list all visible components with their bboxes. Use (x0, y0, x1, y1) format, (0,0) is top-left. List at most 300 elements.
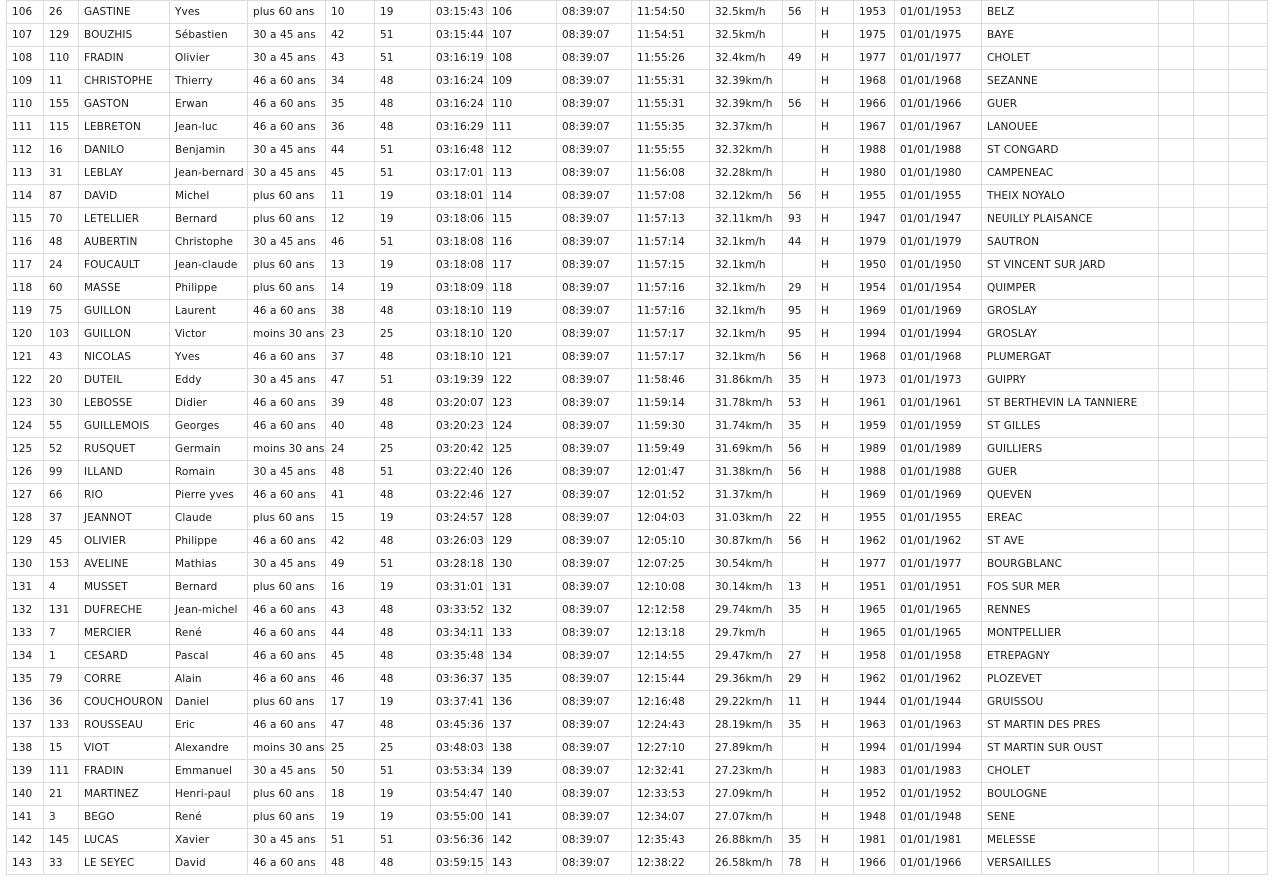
cell-sex: H (816, 208, 854, 231)
cell-rank: 119 (7, 300, 44, 323)
cell-speed: 31.69km/h (710, 438, 783, 461)
cell-start-time: 08:39:07 (557, 162, 632, 185)
cell-department (783, 116, 816, 139)
cell-finish-time: 11:54:50 (632, 1, 710, 24)
cell-category-rank: 17 (326, 691, 375, 714)
cell-first-name: Henri-paul (170, 783, 248, 806)
cell-finish-time: 11:57:17 (632, 323, 710, 346)
cell-category-rank: 48 (326, 461, 375, 484)
cell-race-time: 03:33:52 (431, 599, 487, 622)
cell-first-name: Romain (170, 461, 248, 484)
cell-sex: H (816, 415, 854, 438)
cell-category-rank: 10 (326, 1, 375, 24)
cell-extra-2 (1194, 300, 1229, 323)
cell-last-name: GUILLON (79, 323, 170, 346)
cell-race-time: 03:15:44 (431, 24, 487, 47)
cell-extra-3 (1229, 231, 1268, 254)
table-row (7, 530, 1268, 553)
cell-category: plus 60 ans (248, 254, 326, 277)
table-row (7, 254, 1268, 277)
cell-department: 56 (783, 93, 816, 116)
cell-extra-1 (1159, 139, 1194, 162)
table-row (7, 829, 1268, 852)
cell-first-name: Jean-michel (170, 599, 248, 622)
cell-overall-rank: 143 (487, 852, 557, 875)
cell-sex: H (816, 461, 854, 484)
cell-bib: 4 (44, 576, 79, 599)
cell-birth-year: 1994 (854, 737, 895, 760)
cell-first-name: Jean-luc (170, 116, 248, 139)
cell-finish-time: 11:55:35 (632, 116, 710, 139)
cell-category-total: 51 (375, 24, 431, 47)
cell-last-name: RUSQUET (79, 438, 170, 461)
cell-category: 30 a 45 ans (248, 760, 326, 783)
cell-extra-2 (1194, 323, 1229, 346)
cell-sex: H (816, 507, 854, 530)
cell-speed: 26.88km/h (710, 829, 783, 852)
cell-birth-date: 01/01/1973 (895, 369, 982, 392)
cell-category-total: 48 (375, 668, 431, 691)
cell-start-time: 08:39:07 (557, 553, 632, 576)
cell-rank: 142 (7, 829, 44, 852)
cell-bib: 43 (44, 346, 79, 369)
cell-extra-3 (1229, 369, 1268, 392)
cell-last-name: FRADIN (79, 760, 170, 783)
cell-overall-rank: 136 (487, 691, 557, 714)
cell-start-time: 08:39:07 (557, 737, 632, 760)
cell-race-time: 03:55:00 (431, 806, 487, 829)
cell-finish-time: 12:10:08 (632, 576, 710, 599)
cell-extra-2 (1194, 208, 1229, 231)
cell-birth-year: 1969 (854, 300, 895, 323)
cell-birth-date: 01/01/1966 (895, 852, 982, 875)
cell-birth-year: 1981 (854, 829, 895, 852)
cell-category: plus 60 ans (248, 1, 326, 24)
cell-extra-2 (1194, 668, 1229, 691)
cell-overall-rank: 118 (487, 277, 557, 300)
cell-speed: 31.37km/h (710, 484, 783, 507)
cell-last-name: CESARD (79, 645, 170, 668)
cell-city: PLUMERGAT (982, 346, 1159, 369)
cell-sex: H (816, 162, 854, 185)
cell-department (783, 162, 816, 185)
cell-overall-rank: 122 (487, 369, 557, 392)
cell-birth-year: 1958 (854, 645, 895, 668)
cell-extra-2 (1194, 70, 1229, 93)
cell-category-rank: 42 (326, 530, 375, 553)
table-row (7, 162, 1268, 185)
cell-last-name: OLIVIER (79, 530, 170, 553)
cell-city: SENE (982, 806, 1159, 829)
cell-start-time: 08:39:07 (557, 530, 632, 553)
cell-overall-rank: 111 (487, 116, 557, 139)
cell-speed: 32.1km/h (710, 300, 783, 323)
cell-first-name: Emmanuel (170, 760, 248, 783)
cell-city: ST MARTIN DES PRES (982, 714, 1159, 737)
cell-finish-time: 12:15:44 (632, 668, 710, 691)
cell-birth-date: 01/01/1979 (895, 231, 982, 254)
cell-birth-year: 1950 (854, 254, 895, 277)
cell-birth-date: 01/01/1975 (895, 24, 982, 47)
cell-department: 35 (783, 714, 816, 737)
cell-start-time: 08:39:07 (557, 369, 632, 392)
cell-race-time: 03:59:15 (431, 852, 487, 875)
cell-department: 95 (783, 300, 816, 323)
table-row (7, 277, 1268, 300)
cell-last-name: CORRE (79, 668, 170, 691)
cell-bib: 111 (44, 760, 79, 783)
cell-finish-time: 12:14:55 (632, 645, 710, 668)
cell-overall-rank: 114 (487, 185, 557, 208)
cell-extra-2 (1194, 806, 1229, 829)
cell-category-rank: 39 (326, 392, 375, 415)
cell-rank: 106 (7, 1, 44, 24)
cell-category-total: 19 (375, 783, 431, 806)
cell-category-total: 19 (375, 576, 431, 599)
cell-birth-year: 1977 (854, 553, 895, 576)
cell-overall-rank: 134 (487, 645, 557, 668)
cell-race-time: 03:18:01 (431, 185, 487, 208)
cell-extra-3 (1229, 323, 1268, 346)
cell-extra-3 (1229, 760, 1268, 783)
cell-birth-date: 01/01/1965 (895, 622, 982, 645)
cell-extra-1 (1159, 208, 1194, 231)
cell-bib: 31 (44, 162, 79, 185)
cell-first-name: Germain (170, 438, 248, 461)
cell-start-time: 08:39:07 (557, 461, 632, 484)
cell-start-time: 08:39:07 (557, 392, 632, 415)
cell-first-name: Bernard (170, 576, 248, 599)
cell-birth-date: 01/01/1961 (895, 392, 982, 415)
cell-finish-time: 12:34:07 (632, 806, 710, 829)
cell-finish-time: 12:24:43 (632, 714, 710, 737)
cell-birth-date: 01/01/1968 (895, 70, 982, 93)
cell-birth-year: 1962 (854, 668, 895, 691)
cell-bib: 11 (44, 70, 79, 93)
cell-extra-2 (1194, 139, 1229, 162)
cell-first-name: René (170, 806, 248, 829)
cell-race-time: 03:31:01 (431, 576, 487, 599)
cell-extra-1 (1159, 599, 1194, 622)
table-row (7, 461, 1268, 484)
cell-first-name: René (170, 622, 248, 645)
cell-last-name: DUTEIL (79, 369, 170, 392)
cell-bib: 115 (44, 116, 79, 139)
cell-sex: H (816, 116, 854, 139)
cell-category: plus 60 ans (248, 806, 326, 829)
cell-race-time: 03:36:37 (431, 668, 487, 691)
cell-extra-3 (1229, 806, 1268, 829)
cell-first-name: Victor (170, 323, 248, 346)
cell-extra-3 (1229, 277, 1268, 300)
cell-speed: 31.03km/h (710, 507, 783, 530)
cell-extra-3 (1229, 461, 1268, 484)
cell-speed: 30.54km/h (710, 553, 783, 576)
cell-last-name: JEANNOT (79, 507, 170, 530)
cell-extra-1 (1159, 231, 1194, 254)
cell-first-name: Pierre yves (170, 484, 248, 507)
cell-category-total: 51 (375, 461, 431, 484)
cell-city: ST VINCENT SUR JARD (982, 254, 1159, 277)
cell-race-time: 03:54:47 (431, 783, 487, 806)
cell-department: 49 (783, 47, 816, 70)
cell-department: 53 (783, 392, 816, 415)
cell-finish-time: 12:01:52 (632, 484, 710, 507)
cell-speed: 32.12km/h (710, 185, 783, 208)
cell-start-time: 08:39:07 (557, 645, 632, 668)
cell-sex: H (816, 622, 854, 645)
cell-speed: 32.1km/h (710, 277, 783, 300)
cell-race-time: 03:53:34 (431, 760, 487, 783)
cell-rank: 123 (7, 392, 44, 415)
cell-bib: 24 (44, 254, 79, 277)
cell-extra-1 (1159, 484, 1194, 507)
cell-race-time: 03:15:43 (431, 1, 487, 24)
table-row (7, 806, 1268, 829)
cell-start-time: 08:39:07 (557, 139, 632, 162)
cell-category-rank: 36 (326, 116, 375, 139)
cell-extra-3 (1229, 47, 1268, 70)
cell-category-rank: 49 (326, 553, 375, 576)
cell-extra-2 (1194, 852, 1229, 875)
cell-sex: H (816, 783, 854, 806)
cell-extra-2 (1194, 415, 1229, 438)
cell-extra-2 (1194, 438, 1229, 461)
cell-overall-rank: 125 (487, 438, 557, 461)
cell-overall-rank: 113 (487, 162, 557, 185)
cell-race-time: 03:16:24 (431, 70, 487, 93)
cell-rank: 130 (7, 553, 44, 576)
cell-first-name: Georges (170, 415, 248, 438)
cell-category-rank: 16 (326, 576, 375, 599)
cell-extra-1 (1159, 714, 1194, 737)
cell-overall-rank: 120 (487, 323, 557, 346)
cell-extra-3 (1229, 93, 1268, 116)
table-row (7, 300, 1268, 323)
table-row (7, 47, 1268, 70)
cell-birth-date: 01/01/1967 (895, 116, 982, 139)
cell-extra-2 (1194, 369, 1229, 392)
cell-rank: 116 (7, 231, 44, 254)
cell-department: 22 (783, 507, 816, 530)
cell-birth-year: 1944 (854, 691, 895, 714)
cell-finish-time: 11:59:14 (632, 392, 710, 415)
cell-bib: 66 (44, 484, 79, 507)
cell-rank: 140 (7, 783, 44, 806)
cell-category-rank: 40 (326, 415, 375, 438)
cell-rank: 133 (7, 622, 44, 645)
cell-finish-time: 11:57:08 (632, 185, 710, 208)
cell-city: GUER (982, 461, 1159, 484)
cell-rank: 112 (7, 139, 44, 162)
cell-birth-year: 1966 (854, 93, 895, 116)
cell-birth-year: 1968 (854, 70, 895, 93)
cell-category-rank: 44 (326, 139, 375, 162)
cell-start-time: 08:39:07 (557, 438, 632, 461)
cell-rank: 107 (7, 24, 44, 47)
cell-race-time: 03:18:09 (431, 277, 487, 300)
cell-birth-date: 01/01/1958 (895, 645, 982, 668)
cell-department (783, 760, 816, 783)
cell-finish-time: 11:59:30 (632, 415, 710, 438)
cell-sex: H (816, 484, 854, 507)
cell-category: 46 a 60 ans (248, 116, 326, 139)
cell-birth-year: 1969 (854, 484, 895, 507)
cell-sex: H (816, 277, 854, 300)
table-row (7, 484, 1268, 507)
cell-extra-3 (1229, 691, 1268, 714)
cell-extra-1 (1159, 737, 1194, 760)
cell-extra-1 (1159, 300, 1194, 323)
table-row (7, 93, 1268, 116)
cell-category-rank: 24 (326, 438, 375, 461)
cell-extra-3 (1229, 300, 1268, 323)
cell-department: 56 (783, 530, 816, 553)
cell-birth-year: 1962 (854, 530, 895, 553)
cell-race-time: 03:17:01 (431, 162, 487, 185)
cell-bib: 87 (44, 185, 79, 208)
cell-extra-2 (1194, 185, 1229, 208)
cell-category-rank: 46 (326, 231, 375, 254)
cell-speed: 29.74km/h (710, 599, 783, 622)
cell-extra-3 (1229, 714, 1268, 737)
cell-last-name: DAVID (79, 185, 170, 208)
cell-speed: 29.22km/h (710, 691, 783, 714)
cell-birth-date: 01/01/1969 (895, 484, 982, 507)
cell-birth-year: 1955 (854, 185, 895, 208)
cell-sex: H (816, 231, 854, 254)
cell-rank: 124 (7, 415, 44, 438)
cell-bib: 30 (44, 392, 79, 415)
cell-category-total: 51 (375, 553, 431, 576)
cell-last-name: LETELLIER (79, 208, 170, 231)
table-row (7, 553, 1268, 576)
cell-rank: 117 (7, 254, 44, 277)
table-row (7, 70, 1268, 93)
cell-extra-3 (1229, 185, 1268, 208)
cell-city: GRUISSOU (982, 691, 1159, 714)
cell-department (783, 783, 816, 806)
cell-first-name: Yves (170, 346, 248, 369)
cell-finish-time: 11:57:16 (632, 277, 710, 300)
cell-department: 27 (783, 645, 816, 668)
cell-category-rank: 47 (326, 714, 375, 737)
cell-category: 46 a 60 ans (248, 346, 326, 369)
cell-last-name: RIO (79, 484, 170, 507)
table-row (7, 668, 1268, 691)
table-row (7, 438, 1268, 461)
cell-city: RENNES (982, 599, 1159, 622)
cell-extra-3 (1229, 392, 1268, 415)
cell-sex: H (816, 714, 854, 737)
cell-last-name: FOUCAULT (79, 254, 170, 277)
table-row (7, 231, 1268, 254)
cell-overall-rank: 106 (487, 1, 557, 24)
cell-birth-date: 01/01/1977 (895, 47, 982, 70)
cell-birth-date: 01/01/1989 (895, 438, 982, 461)
cell-extra-2 (1194, 553, 1229, 576)
cell-city: SAUTRON (982, 231, 1159, 254)
cell-finish-time: 11:57:13 (632, 208, 710, 231)
cell-rank: 122 (7, 369, 44, 392)
table-row (7, 852, 1268, 875)
cell-overall-rank: 121 (487, 346, 557, 369)
cell-rank: 113 (7, 162, 44, 185)
cell-first-name: Didier (170, 392, 248, 415)
table-row (7, 116, 1268, 139)
cell-category-rank: 44 (326, 622, 375, 645)
table-row (7, 415, 1268, 438)
cell-birth-date: 01/01/1959 (895, 415, 982, 438)
cell-speed: 31.86km/h (710, 369, 783, 392)
cell-first-name: Laurent (170, 300, 248, 323)
cell-city: BAYE (982, 24, 1159, 47)
cell-birth-year: 1961 (854, 392, 895, 415)
cell-overall-rank: 123 (487, 392, 557, 415)
cell-birth-year: 1968 (854, 346, 895, 369)
cell-category: 30 a 45 ans (248, 162, 326, 185)
cell-category-rank: 46 (326, 668, 375, 691)
cell-category: 46 a 60 ans (248, 415, 326, 438)
cell-overall-rank: 132 (487, 599, 557, 622)
cell-category-total: 19 (375, 185, 431, 208)
cell-finish-time: 11:54:51 (632, 24, 710, 47)
cell-last-name: LUCAS (79, 829, 170, 852)
cell-birth-year: 1988 (854, 139, 895, 162)
cell-birth-year: 1963 (854, 714, 895, 737)
cell-first-name: Jean-bernard (170, 162, 248, 185)
cell-sex: H (816, 70, 854, 93)
cell-extra-3 (1229, 484, 1268, 507)
cell-extra-2 (1194, 530, 1229, 553)
cell-birth-date: 01/01/1965 (895, 599, 982, 622)
cell-first-name: Olivier (170, 47, 248, 70)
cell-finish-time: 12:13:18 (632, 622, 710, 645)
cell-overall-rank: 124 (487, 415, 557, 438)
cell-city: ST BERTHEVIN LA TANNIERE (982, 392, 1159, 415)
cell-category-total: 51 (375, 162, 431, 185)
cell-department: 56 (783, 438, 816, 461)
cell-category-rank: 38 (326, 300, 375, 323)
cell-department: 35 (783, 599, 816, 622)
cell-extra-1 (1159, 392, 1194, 415)
cell-sex: H (816, 806, 854, 829)
cell-last-name: COUCHOURON (79, 691, 170, 714)
cell-bib: 145 (44, 829, 79, 852)
cell-extra-3 (1229, 254, 1268, 277)
table-row (7, 576, 1268, 599)
cell-start-time: 08:39:07 (557, 852, 632, 875)
cell-start-time: 08:39:07 (557, 783, 632, 806)
cell-category-total: 25 (375, 737, 431, 760)
cell-last-name: MUSSET (79, 576, 170, 599)
cell-city: ST CONGARD (982, 139, 1159, 162)
cell-start-time: 08:39:07 (557, 93, 632, 116)
cell-bib: 1 (44, 645, 79, 668)
cell-extra-1 (1159, 806, 1194, 829)
cell-speed: 31.78km/h (710, 392, 783, 415)
cell-finish-time: 11:59:49 (632, 438, 710, 461)
cell-category-total: 48 (375, 714, 431, 737)
cell-extra-3 (1229, 1, 1268, 24)
cell-race-time: 03:18:10 (431, 323, 487, 346)
cell-start-time: 08:39:07 (557, 484, 632, 507)
cell-department: 44 (783, 231, 816, 254)
cell-start-time: 08:39:07 (557, 24, 632, 47)
cell-last-name: NICOLAS (79, 346, 170, 369)
cell-finish-time: 11:55:31 (632, 70, 710, 93)
cell-department: 35 (783, 415, 816, 438)
